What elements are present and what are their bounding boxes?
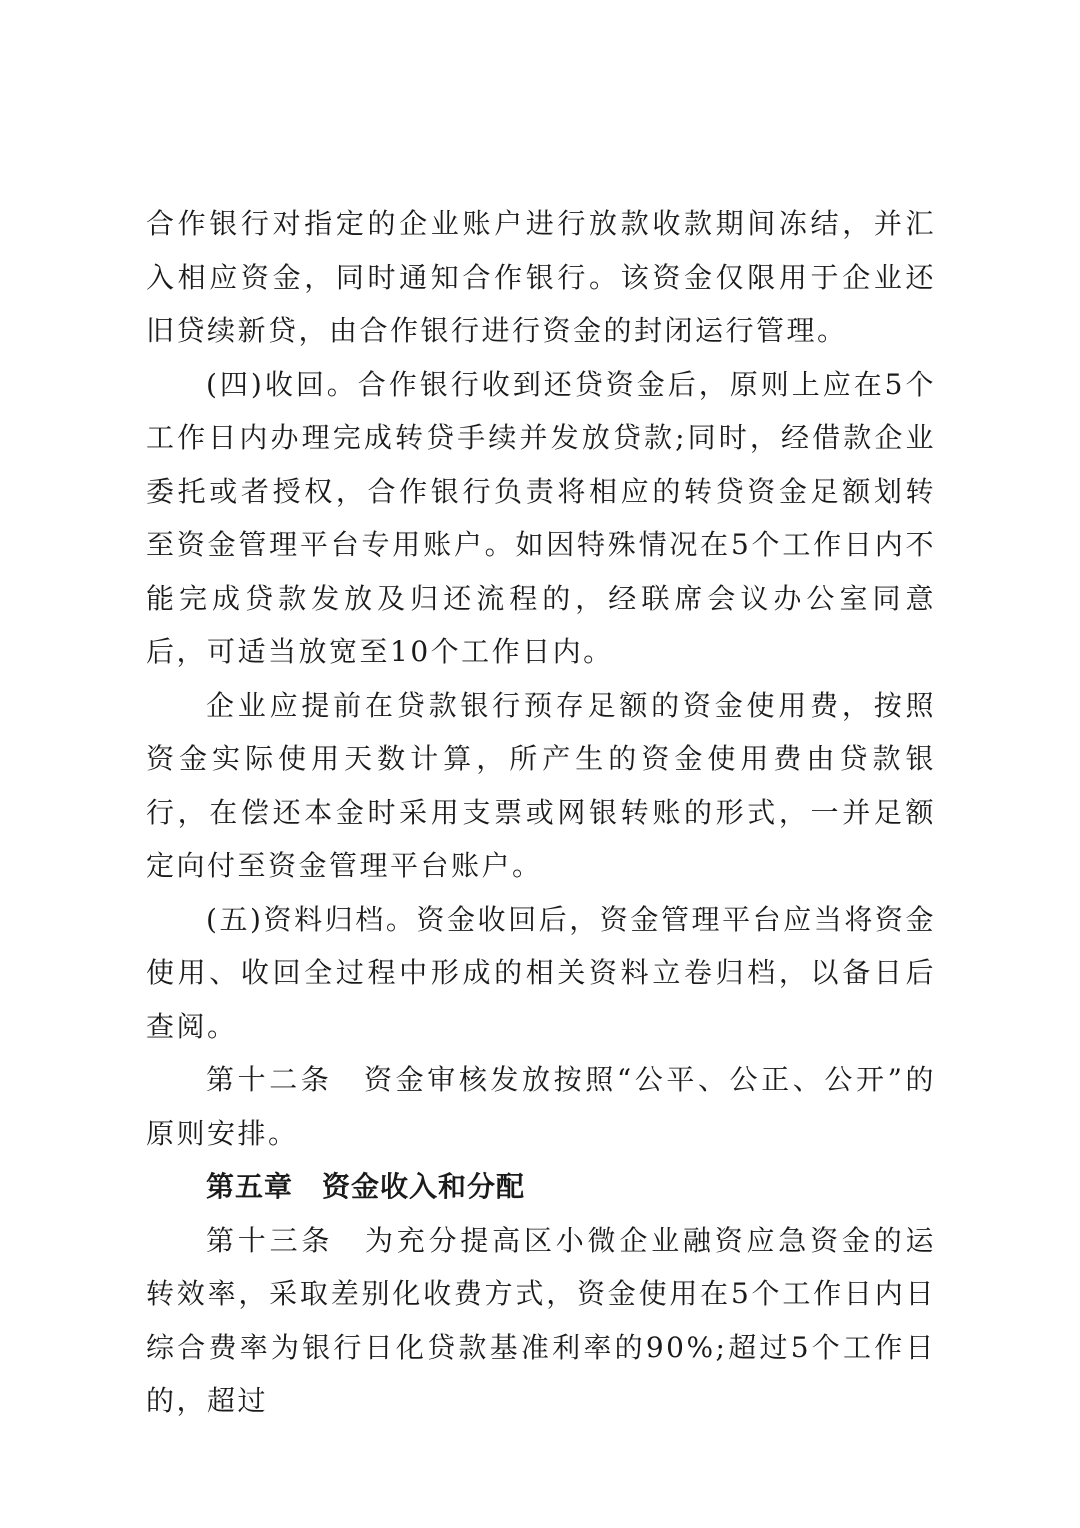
paragraph-usage-fee: 企业应提前在贷款银行预存足额的资金使用费，按照资金实际使用天数计算，所产生的资金使用费由贷款银行，在偿还本金时采用支票或网银转账的形式，一并足额定向付至资金管理平台账户。 xyxy=(146,688,936,882)
paragraph-loan-freeze: 合作银行对指定的企业账户进行放款收款期间冻结，并汇入相应资金，同时通知合作银行。该资金仅限用于企业还旧贷续新贷，由合作银行进行资金的封闭运行管理。 xyxy=(146,207,936,347)
document-body xyxy=(146,197,936,1428)
paragraph-recovery: (四)收回。合作银行收到还贷资金后，原则上应在5个工作日内办理完成转贷手续并发放贷款;同时，经借款企业委托或者授权，合作银行负责将相应的转贷资金足额划转至资金管理平台专用账户。如因特殊情况在5个工作日内不能完成贷款发放及归还流程的，经联席会议办公室同意后，可适当放宽至10个工作日内。 xyxy=(146,367,936,668)
paragraph-article-12: 第十二条 资金审核发放按照“公平、公正、公开”的原则安排。 xyxy=(146,1063,936,1150)
paragraph-archiving: (五)资料归档。资金收回后，资金管理平台应当将资金使用、收回全过程中形成的相关资料立卷归档，以备日后查阅。 xyxy=(146,902,936,1043)
chapter-heading: 第五章 资金收入和分配 xyxy=(206,1170,526,1203)
paragraph-article-13: 第十三条 为充分提高区小微企业融资应急资金的运转效率，采取差别化收费方式，资金使用在5个工作日内日综合费率为银行日化贷款基准利率的90%;超过5个工作日的，超过 xyxy=(146,1223,936,1417)
